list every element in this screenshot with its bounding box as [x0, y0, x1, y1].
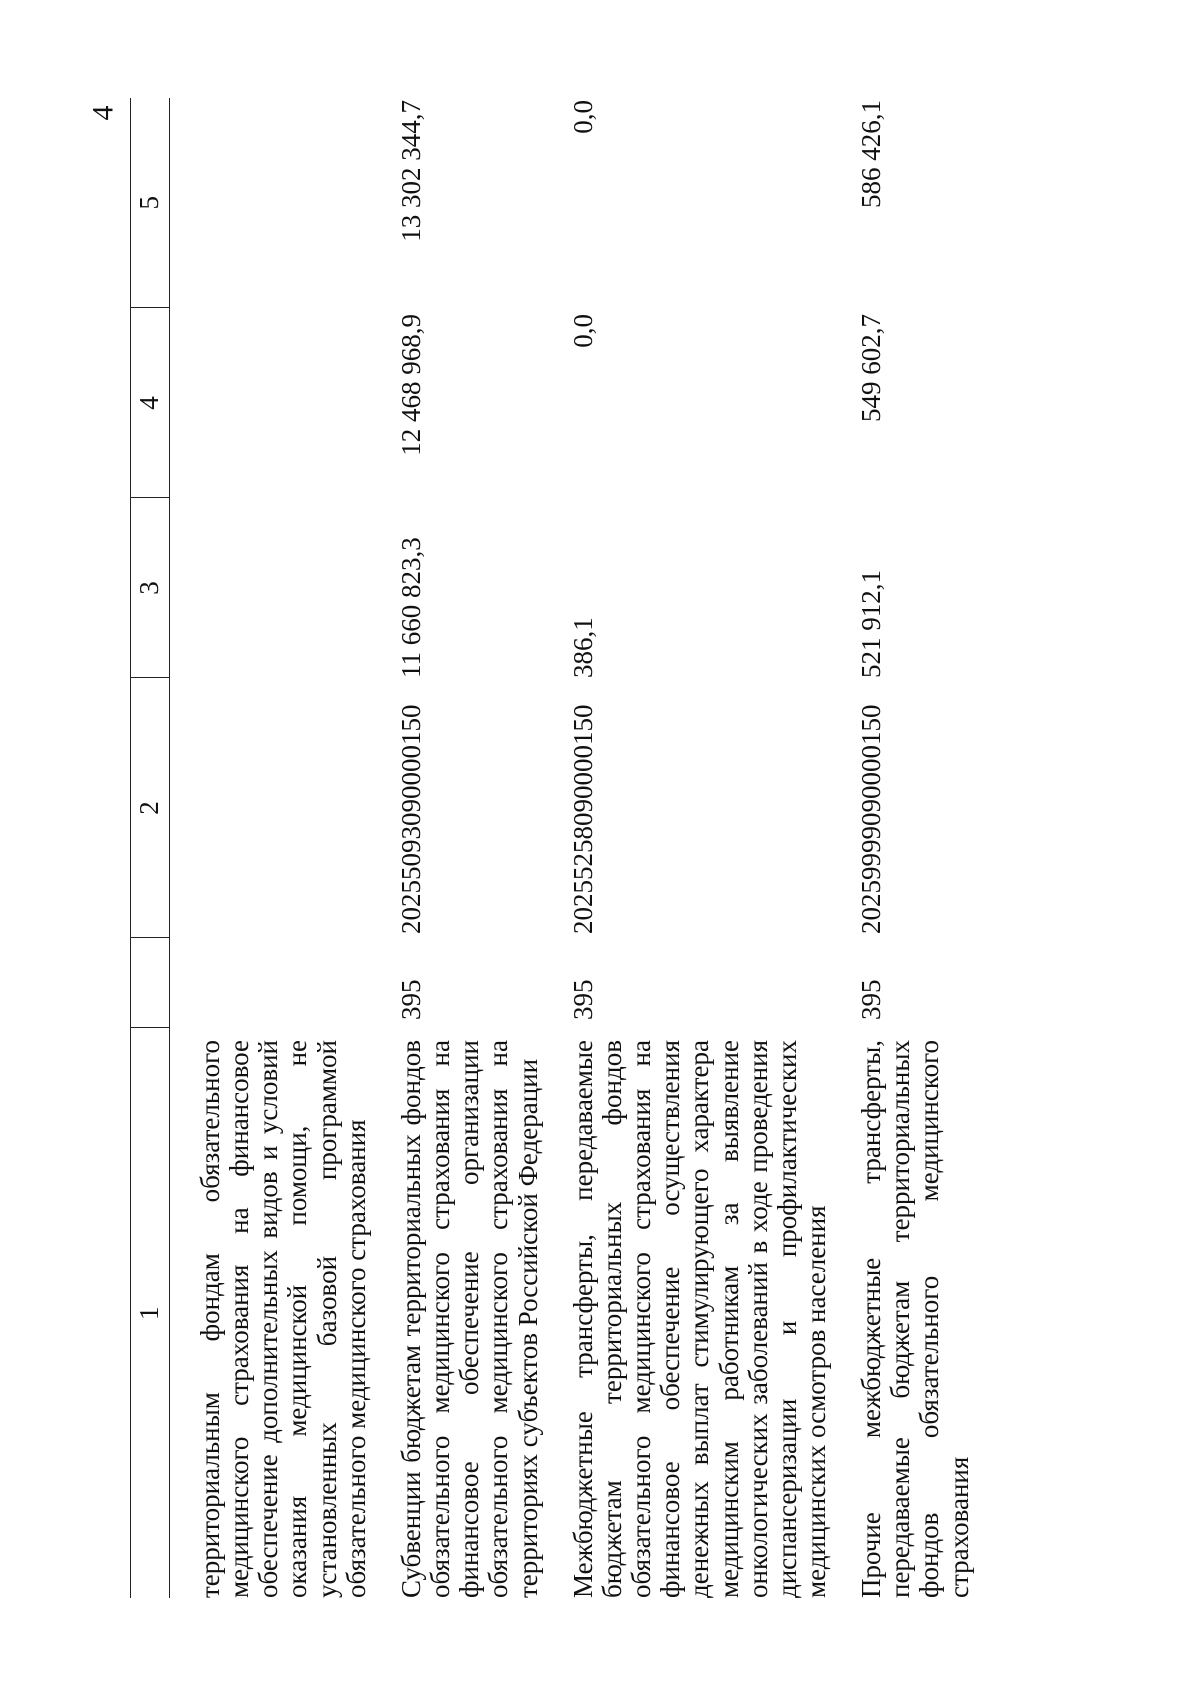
budget-table [130, 98, 974, 1598]
header-col-admin [131, 938, 170, 1028]
table-row [397, 98, 543, 1598]
table-row [196, 98, 371, 1598]
header-col-1: 1 [131, 1028, 170, 1598]
row-admin-code: 395 [395, 979, 426, 1020]
row-description: Межбюджетные трансферты, передаваемые бюджетам территориальных фондов обязательного медицинского страхования на финансовое обеспечение осуществления денежных выплат стимулирующего характера медицинским работникам за выявление онкологических заболеваний в ходе проведения диспансеризации и профилактических медицинских осмотров населения [567, 1040, 831, 1598]
row-value-col5 [196, 98, 371, 308]
header-col-3: 3 [131, 498, 170, 678]
header-row [131, 98, 170, 1598]
header-col-2: 2 [131, 678, 170, 938]
row-value-col5: 586 426,1 [856, 100, 887, 208]
row-budget-code: 20255093090000150 [395, 704, 426, 934]
row-description: Субвенции бюджетам территориальных фондов обязательного медицинского страхования на финансовое обеспечение организации обязательного медицинского страхования на территориях субъектов Российской Федерации [395, 1040, 543, 1598]
row-value-col4: 549 602,7 [856, 314, 887, 422]
row-value-col5: 13 302 344,7 [395, 100, 426, 242]
header-col-4: 4 [131, 308, 170, 498]
row-budget-code [196, 678, 371, 938]
row-admin-code [196, 938, 371, 1028]
row-description: Прочие межбюджетные трансферты, передаваемые бюджетам территориальных фондов обязательного медицинского страхования [856, 1040, 974, 1598]
row-value-col4 [196, 308, 371, 498]
table-row [857, 98, 974, 1598]
row-admin-code: 395 [856, 979, 887, 1020]
row-description: территориальным фондам обязательного медицинского страхования на финансовое обеспечение дополнительных видов и условий оказания медицинской помощи, не установленных базовой программой обязательного медицинского страхования [195, 1040, 371, 1598]
row-budget-code: 20255258090000150 [567, 704, 598, 934]
row-value-col4: 12 468 968,9 [395, 314, 426, 456]
page-number: 4 [86, 105, 120, 121]
row-budget-code: 20259999090000150 [856, 704, 887, 934]
header-col-5: 5 [131, 98, 170, 308]
table-row [569, 98, 831, 1598]
row-value-col3: 521 912,1 [856, 570, 887, 678]
row-admin-code: 395 [567, 979, 598, 1020]
row-value-col3: 11 660 823,3 [395, 537, 426, 678]
row-value-col3 [196, 498, 371, 678]
row-value-col5: 0,0 [567, 100, 598, 134]
row-value-col3: 386,1 [567, 617, 598, 678]
row-value-col4: 0,0 [567, 314, 598, 348]
rotated-table-container [130, 98, 1030, 1598]
